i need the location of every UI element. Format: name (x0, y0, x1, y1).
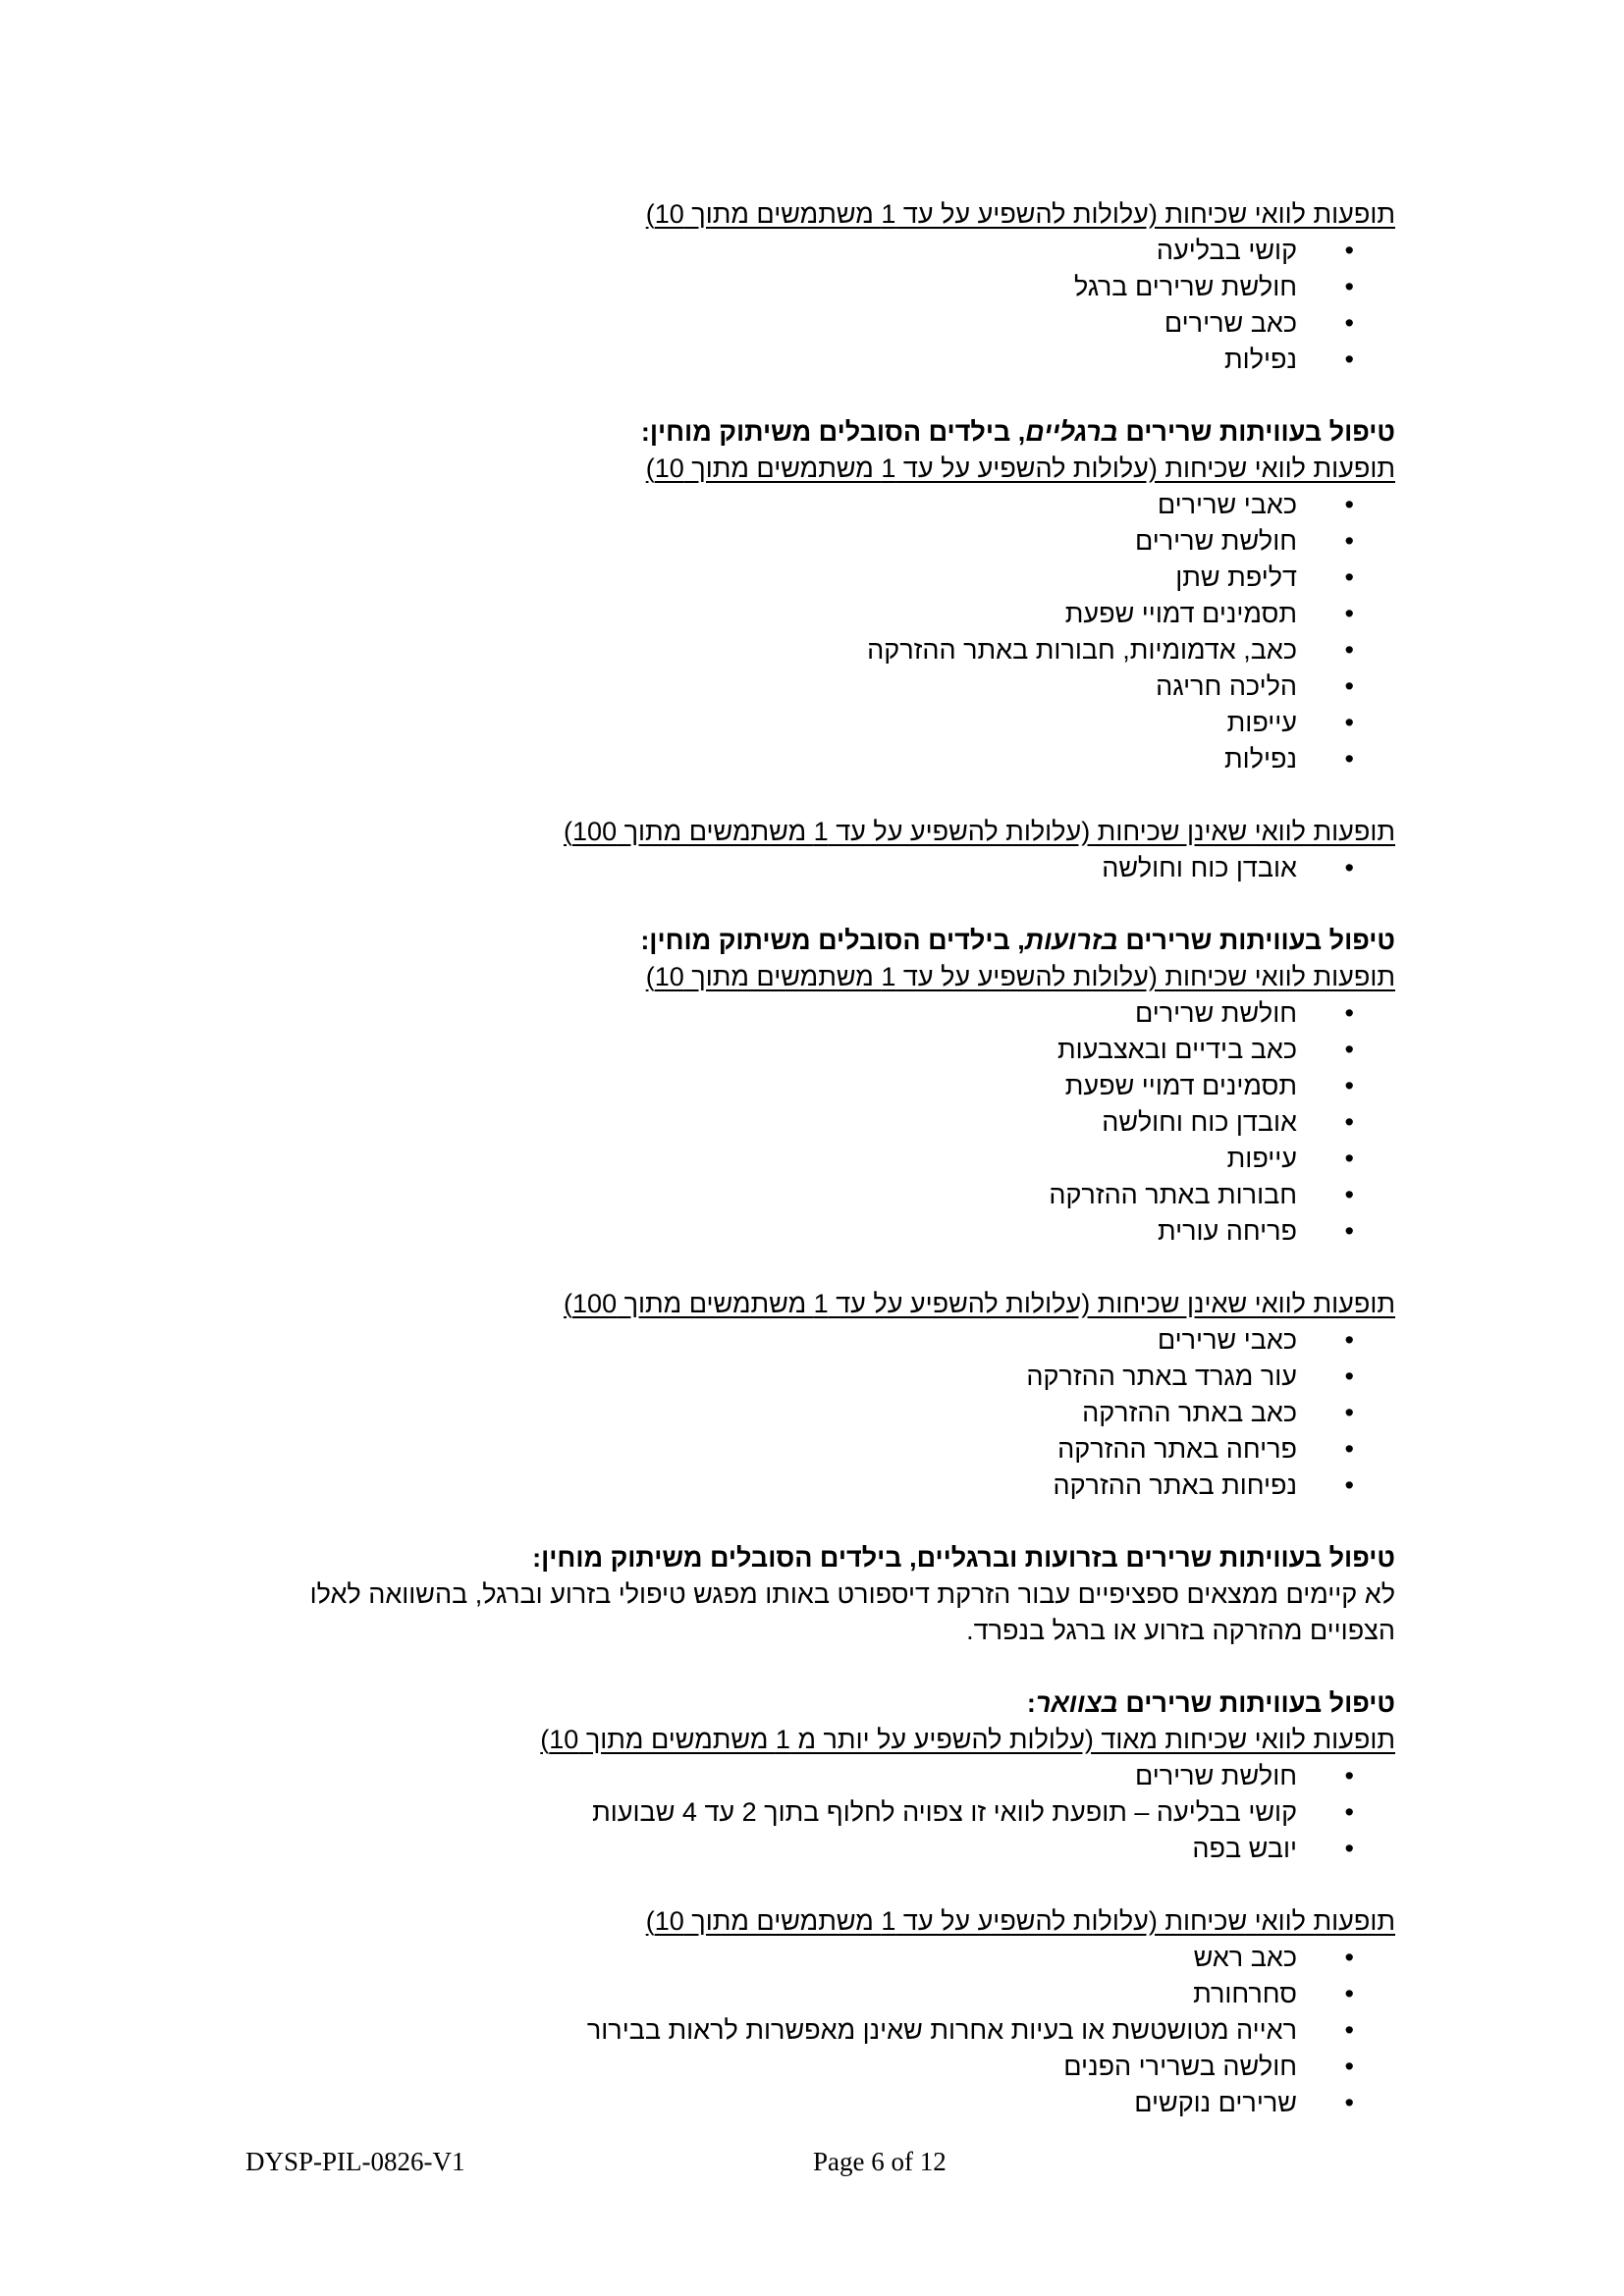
list-item: • אובדן כוח וחולשה (285, 1104, 1395, 1141)
list-item: • שרירים נוקשים (285, 2085, 1395, 2121)
heading-text: , בילדים הסובלים משיתוק מוחין: (640, 926, 1025, 955)
list-item: • כאב, אדמומיות, חבורות באתר ההזרקה (285, 632, 1395, 668)
heading-emphasis: בזרועות (1024, 926, 1118, 955)
list-item: • כאב שרירים (285, 305, 1395, 342)
document-code: DYSP-PIL-0826-V1 (245, 2147, 465, 2176)
list-item: • נפיחות באתר ההזרקה (285, 1468, 1395, 1504)
heading-text: , בילדים הסובלים משיתוק מוחין: (640, 417, 1026, 447)
section-heading (285, 1685, 1395, 1722)
section-7 (285, 1685, 1395, 1867)
list-item: • ראייה מטושטשת או בעיות אחרות שאינן מאפשרות לראות בבירור (285, 2012, 1395, 2049)
list-item: • כאב בידיים ובאצבעות (285, 1032, 1395, 1068)
section-subheading: תופעות לוואי שכיחות מאוד (עלולות להשפיע על יותר מ 1 משתמשים מתוך 10) (540, 1725, 1395, 1754)
list-item: • תסמינים דמויי שפעת (285, 596, 1395, 632)
heading-emphasis: ברגליים (1025, 417, 1118, 447)
list-item: • נפילות (285, 741, 1395, 777)
list-item: • חולשת שרירים (285, 995, 1395, 1032)
section-paragraph: לא קיימים ממצאים ספציפיים עבור הזרקת דיספורט באותו מפגש טיפולי בזרוע וברגל, בהשוואה לאלו הצפויים מהזרקה בזרוע או ברגל בנפרד. (309, 1579, 1395, 1645)
list-item: • הליכה חריגה (285, 668, 1395, 705)
section-1 (285, 196, 1395, 378)
heading-text: טיפול בעוויתות שרירים (1117, 417, 1395, 447)
page-number: Page 6 of 12 (813, 2147, 947, 2176)
list-item: • דליפת שתן (285, 560, 1395, 596)
list-item: • יובש בפה (285, 1831, 1395, 1867)
section-heading: טיפול בעוויתות שרירים בזרועות וברגליים, בילדים הסובלים משיתוק מוחין: (532, 1543, 1395, 1573)
heading-emphasis: בצוואר (1035, 1688, 1118, 1718)
side-effects-list (285, 995, 1395, 1250)
section-5 (285, 1286, 1395, 1504)
side-effects-list (285, 1940, 1395, 2121)
section-3 (285, 814, 1395, 886)
list-item: • חולשת שרירים (285, 523, 1395, 560)
side-effects-list (285, 487, 1395, 777)
list-item: • עייפות (285, 1141, 1395, 1177)
list-item: • כאב באתר ההזרקה (285, 1395, 1395, 1431)
list-item: • חולשת שרירים (285, 1758, 1395, 1794)
section-subheading: תופעות לוואי שאינן שכיחות (עלולות להשפיע על עד 1 משתמשים מתוך 100) (564, 1289, 1395, 1318)
section-heading (285, 414, 1395, 451)
list-item: • חולשת שרירים ברגל (285, 269, 1395, 305)
heading-text: : (1026, 1688, 1036, 1718)
section-4 (285, 923, 1395, 1250)
list-item: • אובדן כוח וחולשה (285, 850, 1395, 886)
list-item: • כאבי שרירים (285, 1322, 1395, 1359)
section-heading (285, 923, 1395, 959)
side-effects-list (285, 850, 1395, 886)
list-item: • קושי בבליעה (285, 233, 1395, 269)
list-item: • קושי בבליעה – תופעת לוואי זו צפויה לחלוף בתוך 2 עד 4 שבועות (285, 1794, 1395, 1831)
section-subheading: תופעות לוואי שכיחות (עלולות להשפיע על עד 1 משתמשים מתוך 10) (645, 454, 1395, 483)
list-item: • כאב ראש (285, 1940, 1395, 1976)
section-subheading: תופעות לוואי שכיחות (עלולות להשפיע על עד 1 משתמשים מתוך 10) (645, 1906, 1395, 1936)
side-effects-list (285, 1322, 1395, 1504)
section-6 (285, 1540, 1395, 1649)
section-2 (285, 414, 1395, 777)
list-item: • עייפות (285, 705, 1395, 741)
list-item: • עור מגרד באתר ההזרקה (285, 1359, 1395, 1395)
heading-text: טיפול בעוויתות שרירים (1117, 926, 1395, 955)
section-subheading: תופעות לוואי שכיחות (עלולות להשפיע על עד 1 משתמשים מתוך 10) (645, 199, 1395, 229)
document-body (285, 196, 1395, 2158)
list-item: • פריחה באתר ההזרקה (285, 1431, 1395, 1468)
list-item: • חולשה בשרירי הפנים (285, 2049, 1395, 2085)
side-effects-list (285, 1758, 1395, 1867)
list-item: • כאבי שרירים (285, 487, 1395, 523)
section-8 (285, 1903, 1395, 2121)
heading-text: טיפול בעוויתות שרירים (1117, 1688, 1395, 1718)
side-effects-list (285, 233, 1395, 378)
section-subheading: תופעות לוואי שאינן שכיחות (עלולות להשפיע על עד 1 משתמשים מתוך 100) (564, 817, 1395, 846)
list-item: • פריחה עורית (285, 1213, 1395, 1250)
section-subheading: תופעות לוואי שכיחות (עלולות להשפיע על עד 1 משתמשים מתוך 10) (645, 962, 1395, 991)
list-item: • סחרחורת (285, 1976, 1395, 2012)
list-item: • נפילות (285, 342, 1395, 378)
list-item: • חבורות באתר ההזרקה (285, 1177, 1395, 1213)
list-item: • תסמינים דמויי שפעת (285, 1068, 1395, 1104)
